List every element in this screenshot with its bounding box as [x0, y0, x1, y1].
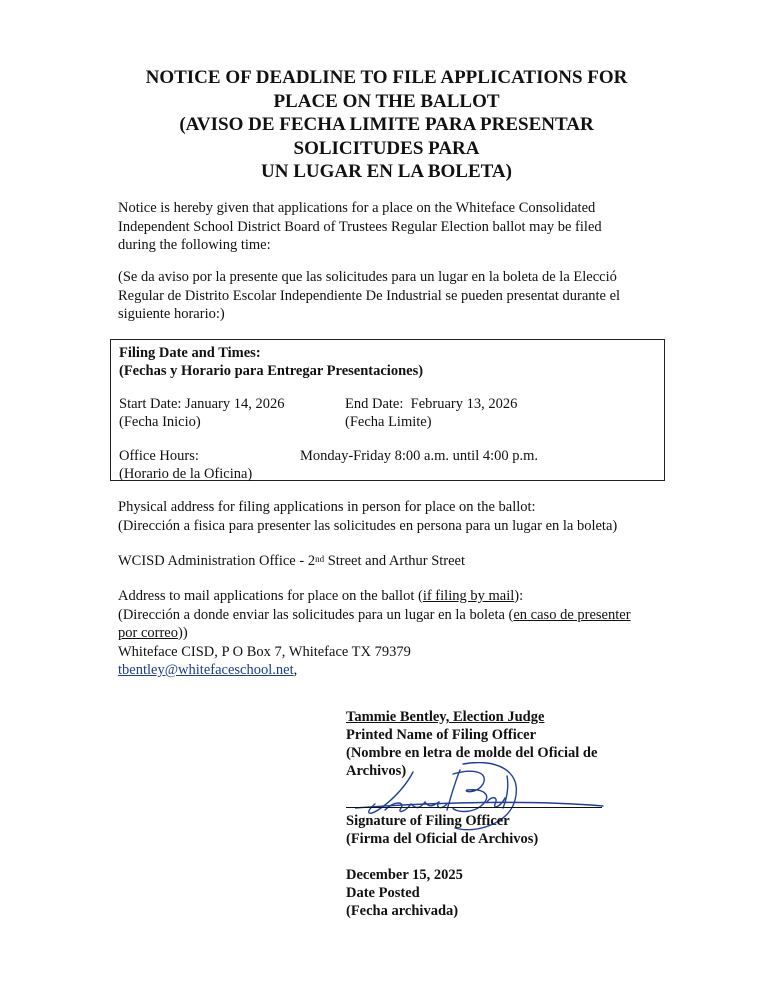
physical-address [118, 552, 678, 571]
physical-address-section [118, 498, 678, 535]
signature-label-en: Signature of Filing Officer [346, 813, 510, 829]
signature-label-block [346, 812, 646, 848]
title-line: UN LUGAR EN LA BOLETA) [261, 161, 512, 182]
mail-label-en [118, 587, 678, 606]
notice-spanish [118, 268, 678, 324]
mail-es-pre: (Dirección a donde enviar las solicitudes para un lugar en la boleta ( [118, 606, 514, 623]
mail-label-es [118, 606, 678, 625]
email-suffix: , [293, 662, 298, 678]
notice-es-line: (Se da aviso por la presente que las solicitudes para un lugar en la boleta de la Elecció [118, 269, 617, 285]
physical-address-post: Street and Arthur Street [324, 553, 466, 569]
title-line: NOTICE OF DEADLINE TO FILE APPLICATIONS FOR [145, 67, 628, 88]
filing-heading [119, 344, 423, 380]
officer-name: Tammie Bentley, Election Judge [346, 709, 545, 725]
title-line: PLACE ON THE BALLOT [273, 90, 500, 112]
notice-english [118, 199, 678, 255]
office-hours-value: Monday-Friday 8:00 a.m. until 4:00 p.m. [300, 448, 539, 464]
mail-address-section [118, 587, 678, 680]
signature-label-es: (Firma del Oficial de Archivos) [346, 831, 539, 847]
start-date-label: Start Date: [119, 396, 182, 412]
posted-date: December 15, 2025 [346, 867, 463, 883]
notice-title [60, 66, 713, 184]
printed-name-es: (Nombre en letra de molde del Oficial de [346, 745, 598, 761]
mail-label-underlined: if filing by mail [422, 588, 515, 604]
email-line [118, 661, 678, 680]
mail-es-post: )) [177, 625, 188, 641]
mail-es-underlined: en caso de presenter [513, 606, 631, 623]
physical-address-pre: WCISD Administration Office - 2 [118, 553, 316, 569]
end-date-es: (Fecha Limite) [345, 414, 432, 430]
printed-name-label: Printed Name of Filing Officer [346, 727, 537, 743]
mail-label-post: ): [514, 588, 524, 604]
start-date-value: January 14, 2026 [185, 396, 285, 412]
office-hours-label: Office Hours: [119, 448, 199, 464]
physical-label-es: (Dirección a fisica para presenter las solicitudes en persona para un lugar en la boleta) [118, 517, 618, 534]
filing-dates-box [110, 339, 665, 481]
notice-en-line: during the following time: [118, 237, 271, 253]
title-line: SOLICITUDES PARA [293, 137, 480, 159]
notice-en-line: Independent School District Board of Trustees Regular Election ballot may be filed [118, 218, 602, 235]
ordinal-suffix: nd [315, 554, 325, 564]
mail-address: Whiteface CISD, P O Box 7, Whiteface TX 79379 [118, 643, 411, 660]
end-date-label: End Date: [345, 396, 404, 412]
mail-label-es-cont [118, 624, 678, 643]
filing-heading-en: Filing Date and Times: [119, 345, 261, 361]
start-date-es: (Fecha Inicio) [119, 414, 201, 430]
end-date-value: February 13, 2026 [410, 396, 518, 412]
office-hours-es: (Horario de la Oficina) [119, 466, 253, 482]
end-date [345, 395, 517, 413]
email-link[interactable]: tbentley@whitefaceschool.net [118, 662, 294, 678]
mail-es-underlined-2: por correo [118, 625, 178, 641]
notice-es-line: Regular de Distrito Escolar Independiente De Industrial se pueden presentat durante el [118, 287, 621, 304]
date-posted-block [346, 866, 646, 920]
physical-label-en: Physical address for filing applications in person for place on the ballot: [118, 499, 536, 515]
filing-heading-es: (Fechas y Horario para Entregar Presentaciones) [119, 363, 424, 379]
title-line: (AVISO DE FECHA LIMITE PARA PRESENTAR [179, 114, 594, 135]
mail-label-pre: Address to mail applications for place on the ballot ( [118, 588, 423, 604]
date-posted-label: Date Posted [346, 885, 420, 901]
notice-en-line: Notice is hereby given that applications for a place on the Whiteface Consolidated [118, 200, 596, 216]
signature-line [346, 807, 602, 808]
date-posted-es: (Fecha archivada) [346, 903, 459, 919]
notice-es-line: siguiente horario:) [118, 306, 225, 322]
start-date [119, 395, 285, 413]
printed-name-es-cont: Archivos) [346, 763, 407, 779]
